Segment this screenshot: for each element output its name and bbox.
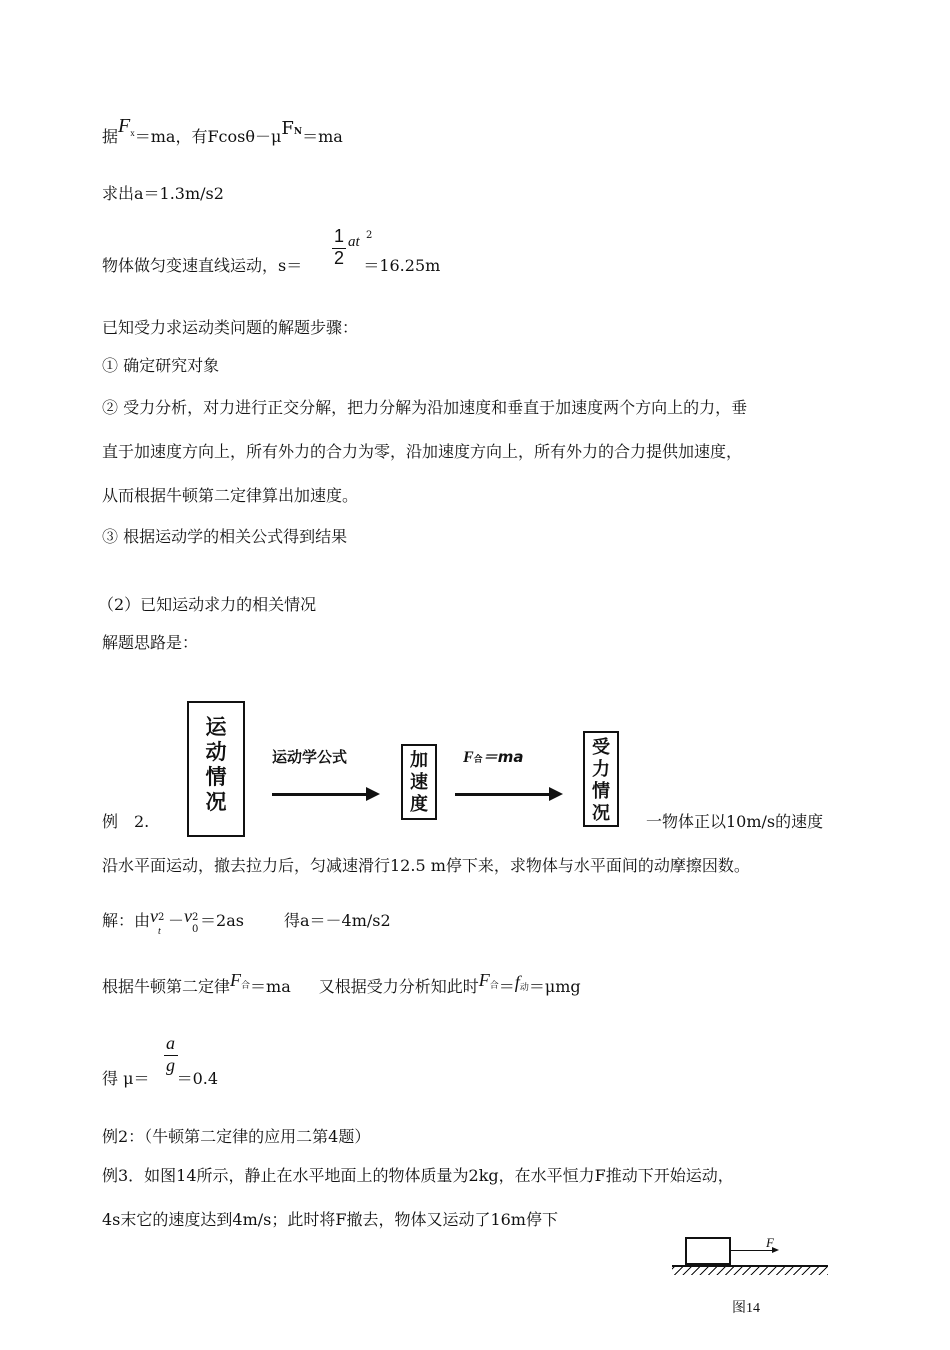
arrow-right xyxy=(455,793,559,796)
text-line: 例2：（牛顿第二定律的应用二第4题） xyxy=(102,1127,371,1146)
text: ＝ma xyxy=(302,127,343,146)
text-line: 沿水平面运动，撤去拉力后，匀减速滑行12.5 m停下来，求物体与水平面间的动摩擦因数。 xyxy=(102,856,750,875)
text: ＝ xyxy=(498,977,515,996)
formula-a-over-g: a g xyxy=(164,1033,180,1079)
box-acceleration: 加 速 度 xyxy=(401,744,437,820)
text: 根据牛顿第二定律 xyxy=(102,977,231,996)
text: 一物体正以10m/s的速度 xyxy=(646,812,824,831)
ground-hatch xyxy=(672,1267,828,1275)
math-F: F xyxy=(281,118,294,139)
math-sub-N: N xyxy=(293,127,303,137)
text-line: 解：由v 2 t －v 2 0 ＝2as 得a＝－4m/s2 xyxy=(102,906,391,937)
text-line: 例3．如图14所示，静止在水平地面上的物体质量为2kg，在水平恒力F推动下开始运动， xyxy=(102,1166,734,1185)
text: ＝μmg xyxy=(528,977,581,996)
math-F: F xyxy=(118,115,131,137)
text-line: ② 受力分析，对力进行正交分解，把力分解为沿加速度和垂直于加速度两个方向上的力，垂 xyxy=(102,398,748,417)
text-line xyxy=(102,812,149,832)
label-newton-eq: F合＝ma xyxy=(463,748,524,766)
text-line: 4s末它的速度达到4m/s；此时将F撤去，物体又运动了16m停下 xyxy=(102,1210,558,1229)
text-line: 求出a＝1.3m/s2 xyxy=(102,184,224,203)
text-line: 解题思路是： xyxy=(102,633,199,652)
text-line: 根据牛顿第二定律$F^合=ma$ 又根据受力分析知此时$F^合=f$动＝μmg xyxy=(102,970,581,996)
formula-half-at2: 1 2 at 2 xyxy=(334,226,373,268)
text: 物体做匀变速直线运动，s＝ xyxy=(102,256,303,275)
text-line: ③ 根据运动学的相关公式得到结果 xyxy=(102,527,348,546)
box-force-state: 受 力 情 况 xyxy=(583,731,619,827)
text-line: （2）已知运动求力的相关情况 xyxy=(98,595,317,614)
block xyxy=(685,1237,731,1265)
text-line: 已知受力求运动类问题的解题步骤： xyxy=(102,318,359,337)
math-sub-x: x xyxy=(130,128,135,138)
text-line xyxy=(102,115,343,150)
text: ＝ma xyxy=(250,977,291,996)
label-kinematics: 运动学公式 xyxy=(272,748,348,766)
text: ＝ma，有Fcosθ－μ xyxy=(134,127,282,146)
text: 解：由 xyxy=(102,911,151,930)
text: ＝0.4 xyxy=(176,1069,219,1088)
figure-caption: 图14 xyxy=(732,1301,760,1316)
text: 得a＝－4m/s2 xyxy=(283,911,391,930)
text: 例 2. xyxy=(102,812,150,831)
text: 得 μ＝ xyxy=(102,1069,150,1088)
text-line xyxy=(646,812,823,832)
arrow-right xyxy=(272,793,376,796)
text-line: 直于加速度方向上，所有外力的合力为零，沿加速度方向上，所有外力的合力提供加速度， xyxy=(102,442,743,461)
text: ＝16.25m xyxy=(363,256,441,275)
box-motion-state: 运 动 情 况 xyxy=(187,701,245,837)
text: 又根据受力分析知此时 xyxy=(318,977,479,996)
text: 据 xyxy=(102,127,119,146)
text: ＝2as xyxy=(200,911,244,930)
text-line: 从而根据牛顿第二定律算出加速度。 xyxy=(102,486,359,505)
text-line: ① 确定研究对象 xyxy=(102,356,220,375)
text-line xyxy=(102,226,441,276)
text-line xyxy=(102,1033,219,1089)
force-label: F xyxy=(766,1235,774,1250)
